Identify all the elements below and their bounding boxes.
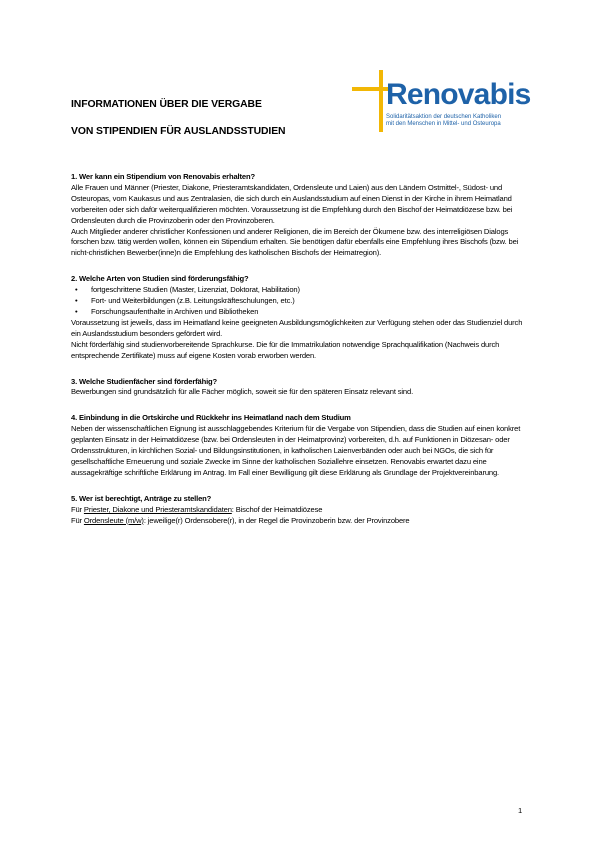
applicant-group-clergy: Priester, Diakone und Priesteramtskandidaten [83,504,232,514]
section-2-paragraph-2: Nicht förderfähig sind studienvorbereitende Sprachkurse. Die für die Immatrikulation notwendige Sprachqualifikation (Nachweis durch entsprechende Zertifikate) muss auf eigene Kosten vorab erworben werden. [71,339,500,360]
section-2-paragraph-1: Voraussetzung ist jeweils, dass im Heimatland keine geeigneten Ausbildungsmöglichkeiten zur Verfügung stehen oder das Studienziel durch ein Auslandsstudium besonders gefördert wird. [71,317,523,338]
line-rest: : Bischof der Heimatdiözese [231,504,323,514]
page-number: 1 [518,806,523,815]
list-item: • fortgeschrittene Studien (Master, Lizenziat, Doktorat, Habilitation) [75,285,533,296]
document-title-line1: INFORMATIONEN ÜBER DIE VERGABE [71,99,262,110]
section-1-heading: 1. Wer kann ein Stipendium von Renovabis erhalten? [71,172,255,181]
logo-tagline-line2: mit den Menschen in Mittel- und Osteuropa [386,121,501,127]
document-title-line2: VON STIPENDIEN FÜR AUSLANDSSTUDIEN [71,126,286,137]
document-body [71,172,533,526]
list-item: • Forschungsaufenthalte in Archiven und Bibliotheken [75,307,533,318]
logo-tagline [386,114,501,128]
logo-wordmark: Renovabis [386,78,531,111]
section-3-paragraph-1: Bewerbungen sind grundsätzlich für alle Fächer möglich, soweit sie für den späteren Einsatz relevant sind. [71,387,414,397]
section-4-heading: 4. Einbindung in die Ortskirche und Rückkehr ins Heimatland nach dem Studium [71,413,351,423]
line-prefix: Für [71,515,84,525]
section-5-heading: 5. Wer ist berechtigt, Anträge zu stellen? [71,493,212,503]
section-1-paragraph-1: Alle Frauen und Männer (Priester, Diakone, Priesteramtskandidaten, Ordensleute und Laien) aus den Ländern Ostmittel-, Südost- und Osteuropas, vom Kaukasus und aus Zentralasien, die sich durch ein Auslandsstudium auf einen Dienst in der Kirche in ihrem Heimatland vorbereiten oder sich dafür weiterqualifizieren möchten. Voraussetzung ist die Empfehlung durch den Bischof der Heimatdiözese bzw. bei Ordensleuten durch die Provinzoberin oder den Provinzoberen. [71,182,513,225]
line-prefix: Für [71,504,84,514]
section-5-line-1 [71,505,533,516]
section-3-heading: 3. Welche Studienfächer sind förderfähig? [71,376,218,386]
list-item: • Fort- und Weiterbildungen (z.B. Leitungskräfteschulungen, etc.) [75,296,533,307]
section-1-paragraph-2: Auch Mitglieder anderer christlicher Konfessionen und anderer Religionen, die im Bereich der Ökumene bzw. des interreligiösen Dialogs forschen bzw. tätig werden wollen, können ein Stipendium erhalten. Sie benötigen dafür ebenfalls eine Empfehlung ihres Bischofs (bzw. bei nicht-christlichen Bewerber(inne)n die Empfehlung des katholischen Bischofs der Heimatregion). [71,226,519,258]
logo-tagline-line1: Solidaritätsaktion der deutschen Katholiken [386,114,502,120]
renovabis-logo [352,70,531,140]
line-rest: : jeweilige(r) Ordensobere(r), in der Regel die Provinzoberin bzw. der Provinzobere [143,515,410,525]
section-2-heading: 2. Welche Arten von Studien sind förderungsfähig? [71,274,249,284]
section-4-paragraph-1: Neben der wissenschaftlichen Eignung ist ausschlaggebendes Kriterium für die Vergabe von Stipendien, dass die Studien auf einen konkret geplanten Einsatz in der Heimatdiözese (bzw. bei Ordensleuten in der Heimatprovinz) vorbereiten, d.h. auf Funktionen in Diözesan- oder Ordensstrukturen, in kirchlichen Sozial- und Bildungsinstitutionen, in katholischen Laienverbänden oder auch bei NGOs, die sich für gesellschaftliche Erneuerung und soziale Zwecke im Sinne der katholischen Soziallehre einsetzen. Renovabis erwartet dazu eine aussagekräftige schriftliche Erklärung im Antrag. Im Fall einer Bewilligung gilt diese Erklärung als Grundlage der Projektvereinbarung. [71,424,521,477]
study-types-list [71,285,533,318]
section-5-line-2 [71,516,533,527]
applicant-group-religious: Ordensleute (m/w) [83,515,144,525]
